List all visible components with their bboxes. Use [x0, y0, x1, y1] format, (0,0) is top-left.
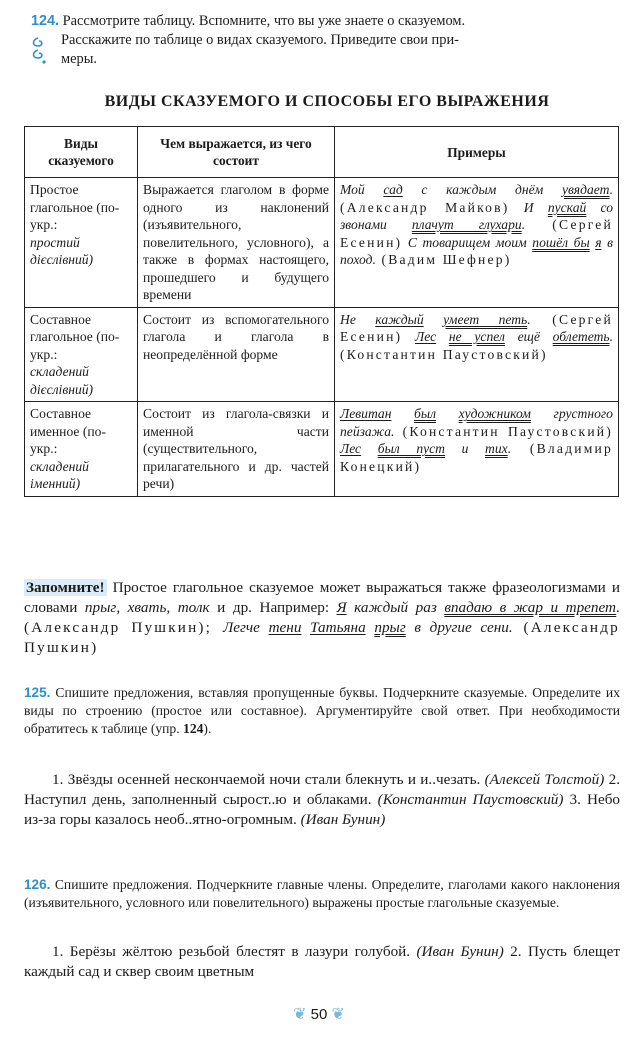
footer-ornament-icon: ❦	[331, 1006, 345, 1023]
exercise-124	[31, 12, 623, 69]
column-header: Чем выражается, из чего состоит	[138, 127, 335, 178]
expression-cell: Состоит из глагола-связки и именной части (существительного, прилагательного и др. частей речи)	[138, 402, 335, 497]
page-number: 50	[310, 1006, 328, 1023]
exercise-number: 125.	[24, 685, 51, 700]
predicate-type-cell: Составное именное (по-укр.: складений іменний)	[25, 402, 138, 497]
exercise-number: 124.	[31, 13, 60, 29]
footer-ornament-icon: ❦	[293, 1006, 307, 1023]
exercise-126: 126. Спишите предложения. Подчеркните главные члены. Определите, глаголами какого наклонения (изъявительного, условного или повелительного) выражены простые глагольные сказуемые.	[24, 877, 620, 910]
table-row	[25, 402, 619, 497]
exercise-125: 125. Спишите предложения, вставляя пропущенные буквы. Подчеркните сказуемые. Определите их виды по строению (простое или составное). Аргументируйте свой ответ. При необходимости обратитесь к таблице (упр. 124).	[24, 685, 620, 736]
page-footer	[0, 1004, 638, 1024]
exercise-number: 126.	[24, 877, 51, 892]
predicate-type-cell: Простое глагольное (по-укр.: простий дієслівний)	[25, 178, 138, 308]
exercise-126-sentences: 1. Берёзы жёлтою резьбой блестят в лазури голубой. (Иван Бунин) 2. Пусть блещет каждый сад и сквер своим цветным	[24, 943, 620, 980]
exercise-125-sentences: 1. Звёзды осенней нескончаемой ночи стали блекнуть и и..чезать. (Алексей Толстой) 2. Наступил день, заполненный сырост..ю и облаками. (Константин Паустовский) 3. Небо из-за горы казалось необ..ятно-огромным. (Иван Бунин)	[24, 771, 621, 828]
examples-cell: Левитан был художником грустного пейзажа. (Константин Паустовский) Лес был пуст и тих. (Владимир Конецкий)	[335, 402, 619, 497]
exercise-text: меры.	[61, 51, 97, 67]
table-row	[25, 178, 619, 308]
remember-tag: Запомните!	[26, 579, 105, 596]
examples-cell: Мой сад с каждым днём увядает. (Александр Майков) И пускай со звонами плачут глухари. (Сергей Есенин) С товарищем моим пошёл бы я в поход. (Вадим Шефнер)	[335, 178, 619, 308]
swirl-ornament-icon	[28, 36, 48, 64]
table-row	[25, 307, 619, 402]
expression-cell: Выражается глаголом в форме одного из наклонений (изъявительного, повелительного, условного), а также в формах настоящего, прошедшего и будущего времени	[138, 178, 335, 308]
column-header: Примеры	[335, 127, 619, 178]
examples-cell: Не каждый умеет петь. (Сергей Есенин) Лес не успел ещё облететь. (Константин Паустовский)	[335, 307, 619, 402]
predicate-type-cell: Составное глагольное (по-укр.: складений дієслівний)	[25, 307, 138, 402]
remember-note: Запомните! Простое глагольное сказуемое может выражаться также фразеологизмами и словами прыг, хвать, толк и др. Например: Я каждый раз впадаю в жар и трепет. (Александр Пушкин); Легче тени Татьяна прыг в другие сени. (Александр Пушкин)	[24, 579, 620, 656]
exercise-text: Рассмотрите таблицу. Вспомните, что вы уже знаете о сказуемом.	[59, 13, 466, 29]
table-header-row	[25, 127, 619, 178]
predicate-types-table	[24, 126, 619, 497]
expression-cell: Состоит из вспомогательного глагола и глагола в неопределённой форме	[138, 307, 335, 402]
exercise-text: Расскажите по таблице о видах сказуемого. Приведите свои при-	[61, 32, 459, 48]
table-title: ВИДЫ СКАЗУЕМОГО И СПОСОБЫ ЕГО ВЫРАЖЕНИЯ	[104, 93, 550, 110]
column-header: Виды сказуемого	[25, 127, 138, 178]
